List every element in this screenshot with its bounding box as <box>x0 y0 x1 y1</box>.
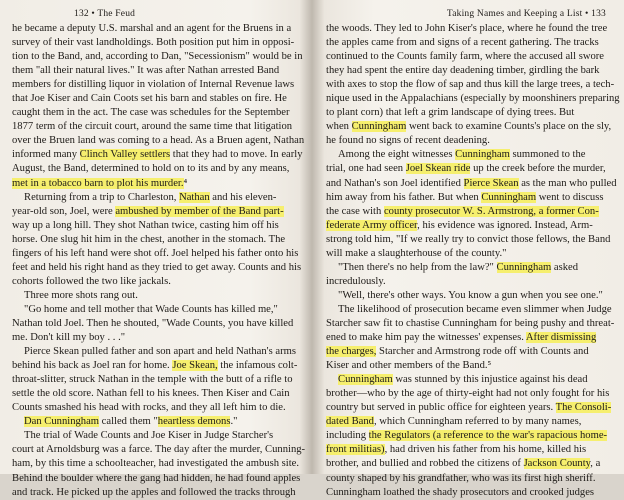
text-line <box>326 486 614 500</box>
text-segment: county shaped by his grandfather, who was its first high sheriff. <box>326 472 596 484</box>
text-line <box>326 191 614 205</box>
text-line <box>326 331 614 345</box>
text-segment: brother, and bullied and robbed the citizens of <box>326 458 524 470</box>
text-line <box>326 275 614 289</box>
text-segment: ⁵ <box>487 360 492 372</box>
text-line <box>326 359 614 373</box>
text-segment: the case with <box>326 205 384 217</box>
text-line <box>12 78 302 92</box>
text-segment: tion to the Band, and, according to Dan, "Secessionism" would be in <box>12 51 303 63</box>
text-line <box>12 345 302 359</box>
text-line <box>12 191 302 205</box>
highlighted-text: Clinch Valley settlers <box>79 149 171 161</box>
text-line <box>12 317 302 331</box>
text-segment: over the Bruen land was coming to a head. As a Bruen agent, Nathan <box>12 135 305 147</box>
text-segment: Starcher saw fit to chastise Cunningham for being pushy and threat- <box>326 317 615 329</box>
highlighted-text: Nathan <box>179 191 210 203</box>
text-segment: survey of their vast landholdings. Both position put him in opposi- <box>12 37 295 49</box>
text-segment: ened to make him pay the witnesses' expenses. <box>326 332 526 344</box>
text-segment: up the creek before the murder, <box>470 163 606 175</box>
text-segment: him away from his father. But when <box>326 191 482 203</box>
text-segment: feet and held his right hand as they tried to get away. Counts and his <box>12 261 302 273</box>
highlighted-text: Joe Skean, <box>172 360 218 372</box>
left-running-head: 132 • The Feud <box>74 9 136 19</box>
text-line <box>12 177 302 191</box>
text-line <box>326 443 614 457</box>
text-segment: them "all their natural lives." It was after Nathan arrested Band <box>12 65 280 77</box>
text-line <box>12 443 306 457</box>
highlighted-text: county prosecutor W. S. Armstrong, a former Con- <box>383 205 599 217</box>
text-segment: called them " <box>99 416 158 428</box>
text-segment: , which Cunningham referred to by many names, <box>373 416 582 428</box>
text-segment: continued to the Counts family farm, where the accused all swore <box>326 51 604 63</box>
text-line <box>326 177 617 191</box>
text-line <box>326 205 614 219</box>
text-segment: year-old son, Joel, were <box>12 205 116 217</box>
text-line <box>326 219 614 233</box>
text-line <box>326 36 614 50</box>
text-segment: as the man who pulled <box>518 177 617 189</box>
text-segment: 1877 term of the circuit court, around the same time that litigation <box>12 121 293 133</box>
text-segment: incredulously. <box>326 275 386 287</box>
text-segment: went back to examine Counts's place on the sly, <box>406 121 612 133</box>
text-segment: members for distilling liquor in violation of Internal Revenue laws <box>12 79 295 91</box>
text-line <box>12 64 302 78</box>
text-line <box>326 134 614 148</box>
highlighted-text: The Consoli- <box>555 402 612 414</box>
highlighted-text: Cunningham <box>496 261 552 273</box>
highlighted-text: Cunningham <box>481 191 537 203</box>
text-line <box>326 345 614 359</box>
highlighted-text: front militias) <box>326 444 385 456</box>
text-segment: Three more shots rang out. <box>24 289 138 301</box>
text-line <box>12 148 302 162</box>
text-segment: ⁴ <box>183 177 188 189</box>
text-segment: he became a deputy U.S. marshal and an agent for the Bruens in a <box>12 23 292 34</box>
text-segment: "Then there's no help from the law?" <box>338 261 497 273</box>
text-segment: Nathan told Joel. Then he shouted, "Wade Counts, you have killed <box>12 317 294 329</box>
text-line <box>326 106 614 120</box>
text-segment: , his evidence was ignored. Instead, Arm- <box>417 219 593 231</box>
text-segment: The likelihood of prosecution became even slimmer when Judge <box>338 303 612 315</box>
text-line <box>12 289 302 303</box>
text-line <box>326 50 614 64</box>
text-line <box>12 36 302 50</box>
text-segment: they had spent the entire day deadening timber, girdling the bark <box>326 65 600 77</box>
highlighted-text: heartless demons <box>157 416 231 428</box>
text-line <box>326 317 614 331</box>
text-line <box>12 415 302 429</box>
text-segment: ham, by this time a schoolteacher, had investigated the ambush site. <box>12 458 300 470</box>
highlighted-text: met in a tobacco barn to plot his murder. <box>12 177 184 189</box>
text-segment: that they had to move. In early <box>170 149 303 161</box>
text-segment: ." <box>230 416 238 428</box>
text-segment: cohorts followed the two like jackals. <box>12 275 171 287</box>
text-segment: court at Arnoldsburg was a farce. The day after the murder, Cunning- <box>12 444 306 456</box>
text-segment: the infamous colt- <box>217 360 298 372</box>
text-segment: Kiser and other members of the Band. <box>326 360 488 372</box>
text-line <box>326 303 614 317</box>
text-segment: nique used in the Appalachians (especially by moonshiners preparing <box>326 93 620 105</box>
text-line <box>326 78 614 92</box>
text-segment: the woods. They led to John Kiser's place, where he found the tree <box>326 23 608 34</box>
text-line <box>12 373 302 387</box>
text-line <box>12 219 302 233</box>
text-line <box>12 457 302 471</box>
text-line <box>12 22 302 36</box>
text-segment: Among the eight witnesses <box>338 149 456 161</box>
highlighted-text: federate Army officer <box>326 219 418 231</box>
text-segment: me. Don't kill my boy . . ." <box>12 332 126 344</box>
text-line <box>12 401 302 415</box>
text-line <box>326 92 620 106</box>
text-segment: settle the old score. Nathan fell to his knees. Then Kiser and Cain <box>12 388 290 400</box>
text-segment: was stunned by this injustice against his dead <box>392 374 588 386</box>
text-line <box>12 233 302 247</box>
text-line <box>12 247 302 261</box>
text-line <box>12 162 302 176</box>
text-line <box>326 261 614 275</box>
text-line <box>12 331 302 345</box>
text-segment: and track. He picked up the apples and followed the tracks through <box>12 486 296 498</box>
text-segment: and Nathan's son Joel identified <box>326 177 464 189</box>
highlighted-text: Dan Cunningham <box>24 416 100 428</box>
text-segment: trial, one had seen <box>326 163 406 175</box>
highlighted-text: Cunningham <box>455 149 510 161</box>
left-page-text <box>12 22 306 500</box>
text-line <box>326 64 614 78</box>
text-segment: horse. One slug hit him in the chest, another in the stomach. The <box>12 233 286 245</box>
highlighted-text: Pierce Skean <box>463 177 519 189</box>
right-page <box>326 6 620 498</box>
text-segment: , a <box>590 458 601 470</box>
text-line <box>12 120 302 134</box>
text-segment: Cunningham loathed the shady prosecutors and crooked judges <box>326 486 595 498</box>
highlighted-text: Cunningham <box>338 374 393 386</box>
text-line <box>326 289 614 303</box>
highlighted-text: the Regulators (a reference to the war's rapacious home- <box>368 430 608 442</box>
text-line <box>12 261 302 275</box>
text-line <box>12 106 302 120</box>
text-segment: way up a long hill. They shot Nathan twice, casting him off his <box>12 219 279 231</box>
text-line <box>326 472 614 486</box>
text-segment: Counts smashed his head with rocks, and they all left him to die. <box>12 402 286 414</box>
text-segment: behind his back as Joel ran for home. <box>12 360 173 372</box>
text-line <box>12 92 302 106</box>
text-segment: fingers of his left hand were shot off. Joel helped his father onto his <box>12 247 299 259</box>
text-segment: Pierce Skean pulled father and son apart and held Nathan's arms <box>24 346 296 358</box>
text-line <box>12 387 302 401</box>
text-line <box>12 50 302 64</box>
text-line <box>12 303 302 317</box>
text-line <box>326 22 614 36</box>
text-line <box>326 247 614 261</box>
text-segment: when <box>326 121 352 133</box>
text-line <box>12 429 302 443</box>
text-line <box>326 233 614 247</box>
text-segment: he found no signs of recent deadening. <box>326 135 490 147</box>
highlighted-text: dated Band <box>326 416 374 428</box>
text-line <box>12 134 305 148</box>
highlighted-text: Cunningham <box>351 121 407 133</box>
text-segment: informed many <box>12 149 80 161</box>
text-line <box>12 472 302 486</box>
text-line <box>326 373 614 387</box>
text-line <box>326 429 614 443</box>
text-segment: with axes to stop the flow of sap and thus kill the large trees, a tech- <box>326 79 615 91</box>
text-segment: Returning from a trip to Charleston, <box>24 191 180 203</box>
text-line <box>326 387 614 401</box>
text-line <box>326 457 614 471</box>
text-line <box>326 148 614 162</box>
text-segment: country but served in public office for eighteen years. <box>326 402 556 414</box>
text-line <box>326 162 614 176</box>
text-segment: that Joe Kiser and Cain Coots set his barn and stables on fire. He <box>12 93 287 105</box>
text-line <box>326 120 614 134</box>
text-segment: "Well, there's other ways. You know a gun when you see one." <box>338 289 603 301</box>
text-line <box>12 486 302 500</box>
right-running-head: Taking Names and Keeping a List • 133 <box>446 9 606 19</box>
text-segment: including <box>326 430 369 442</box>
text-line <box>12 359 302 373</box>
text-segment: the apples came from and signs of a recent gathering. The tracks <box>326 37 599 49</box>
text-segment: caught them in the act. The case was schedules for the September <box>12 107 290 119</box>
highlighted-text: Jackson County <box>523 458 591 470</box>
text-segment: "Go home and tell mother that Wade Counts has killed me," <box>24 303 278 315</box>
highlighted-text: the charges, <box>326 346 377 358</box>
right-page-text <box>326 22 620 500</box>
text-segment: summoned to the <box>509 149 586 161</box>
text-segment: The trial of Wade Counts and Joe Kiser in Judge Starcher's <box>24 430 274 442</box>
text-segment: brother—who by the age of thirty-eight had not only fought for his <box>326 388 610 400</box>
text-segment: went to discuss <box>536 191 604 203</box>
text-line <box>326 415 614 429</box>
text-segment: asked <box>551 261 579 273</box>
text-segment: Behind the boulder where the gang had hidden, he had found apples <box>12 472 301 484</box>
text-line <box>12 275 302 289</box>
text-segment: , had driven his father from his home, killed his <box>384 444 587 456</box>
text-segment: strong told him, "If we really try to convict those fellows, the Band <box>326 233 611 245</box>
text-segment: Starcher and Armstrong rode off with Counts and <box>376 346 589 358</box>
text-segment: and his eleven- <box>209 191 277 203</box>
highlighted-text: Joel Skean ride <box>405 163 471 175</box>
text-line <box>326 401 614 415</box>
text-segment: to plant corn) that left a grim landscape of dying trees. But <box>326 107 575 119</box>
text-segment: will make a slaughterhouse of the county." <box>326 247 507 259</box>
text-line <box>12 205 302 219</box>
left-page <box>12 6 306 498</box>
highlighted-text: After dismissing <box>525 332 597 344</box>
text-segment: throat-slitter, struck Nathan in the temple with the butt of a rifle to <box>12 374 293 386</box>
text-segment: August, the Band, determined to hold on to its and by any means, <box>12 163 290 175</box>
highlighted-text: ambushed by member of the Band part- <box>115 205 284 217</box>
